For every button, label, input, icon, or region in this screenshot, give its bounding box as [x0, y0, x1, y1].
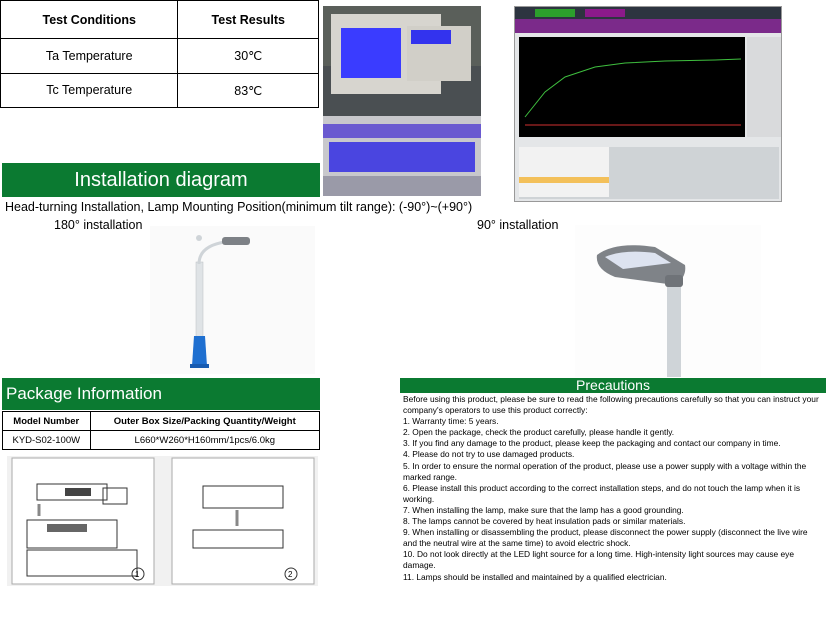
precaution-item: 8. The lamps cannot be covered by heat insulation pads or similar materials.	[403, 516, 686, 527]
precaution-item: 3. If you find any damage to the product, please keep the packaging and contact our company in time.	[403, 438, 781, 449]
test-conditions-table	[0, 0, 319, 108]
label-180-installation: 180° installation	[54, 218, 143, 232]
ta-condition: Ta Temperature	[1, 39, 178, 74]
precautions-text	[403, 394, 823, 583]
precaution-item: 2. Open the package, check the product carefully, please handle it gently.	[403, 427, 675, 438]
installation-description: Head-turning Installation, Lamp Mounting Position(minimum tilt range): (-90°)~(+90°)	[5, 200, 473, 214]
step-1-label: 1	[135, 570, 140, 579]
label-90-installation: 90° installation	[477, 218, 559, 232]
precaution-item: 1. Warranty time: 5 years.	[403, 416, 499, 427]
packing-diagram	[7, 456, 318, 586]
precautions-intro: Before using this product, please be sure to read the following precautions carefully so that you can instruct your company's operators to use this product correctly:	[403, 394, 819, 416]
package-table	[2, 411, 320, 450]
installation-diagram-header: Installation diagram	[2, 163, 320, 197]
precaution-item: 6. Please install this product according to the correct installation steps, and do not touch the lamp when it is working.	[403, 482, 801, 504]
table-row	[1, 39, 319, 74]
tc-condition: Tc Temperature	[1, 73, 178, 108]
header-model-number: Model Number	[3, 412, 91, 431]
precaution-item: 11. Lamps should be installed and maintained by a qualified electrician.	[403, 571, 667, 582]
precaution-item: 10. Do not look directly at the LED light source for a long time. High-intensity light sources may cause eye damage.	[403, 549, 795, 571]
test-software-screenshot	[514, 6, 782, 202]
header-test-results: Test Results	[178, 1, 319, 39]
test-instrument-photo	[323, 6, 481, 196]
table-row	[3, 431, 320, 450]
precaution-item: 9. When installing or disassembling the product, please disconnect the power supply (disconnect the live wire and the neutral wire at the same time) to avoid electric shock.	[403, 527, 808, 549]
model-number: KYD-S02-100W	[3, 431, 91, 450]
outer-box-spec: L660*W260*H160mm/1pcs/6.0kg	[90, 431, 319, 450]
pole-180-illustration	[150, 226, 315, 374]
package-information-header: Package Information	[2, 378, 320, 410]
precaution-item: 5. In order to ensure the normal operation of the product, please use a power supply with a voltage within the marked range.	[403, 460, 807, 482]
ta-result: 30℃	[178, 39, 319, 74]
precautions-header: Precautions	[400, 378, 826, 393]
header-outer-box: Outer Box Size/Packing Quantity/Weight	[90, 412, 319, 431]
step-2-label: 2	[288, 570, 293, 579]
precaution-item: 4. Please do not try to use damaged products.	[403, 449, 575, 460]
tc-result: 83℃	[178, 73, 319, 108]
header-test-conditions: Test Conditions	[1, 1, 178, 39]
table-row	[1, 73, 319, 108]
precaution-item: 7. When installing the lamp, make sure that the lamp has a good grounding.	[403, 504, 684, 515]
pole-90-illustration	[575, 225, 761, 377]
